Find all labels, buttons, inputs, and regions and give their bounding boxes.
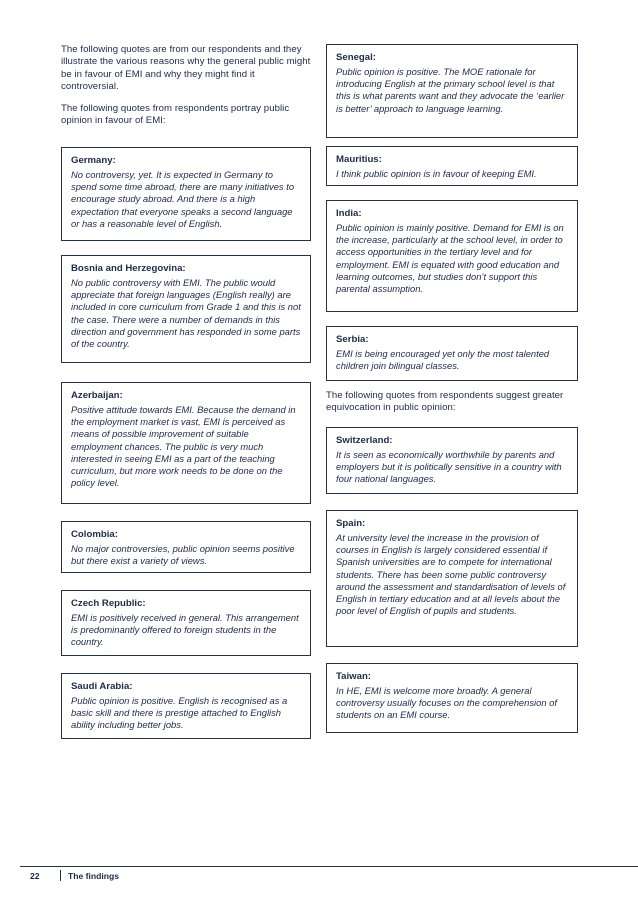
country-name: Czech Republic: — [71, 598, 146, 609]
quote-box-saudi-arabia — [61, 673, 311, 739]
country-name: Azerbaijan: — [71, 390, 123, 401]
quote-box-germany — [61, 147, 311, 241]
country-quote: I think public opinion is in favour of keeping EMI. — [336, 168, 537, 180]
country-quote: Public opinion is positive. English is recognised as a basic skill and there is prestige attached to English ability including better jobs. — [71, 695, 288, 731]
country-name: Taiwan: — [336, 671, 372, 682]
country-name: Bosnia and Herzegovina: — [71, 263, 186, 274]
intro-paragraph: The following quotes are from our respondents and they illustrate the various reasons why the general public might be in favour of EMI and why they might find it controversial. — [61, 44, 311, 92]
intro-paragraph-favour: The following quotes from respondents portray public opinion in favour of EMI: — [61, 103, 290, 127]
country-quote: Positive attitude towards EMI. Because the demand in the employment market is vast, EMI is perceived as means of possible improvement of suitable employment chances. The public is very much interested in seeing EMI as a part of the teaching curriculum, but more work needs to be done on the policy level. — [71, 404, 296, 488]
country-name: Switzerland: — [336, 435, 393, 446]
country-quote: No public controversy with EMI. The public would appreciate that foreign languages (English really) are included in core curriculum from Grade 1 and this is not the case. There were a number of demands in this direction and government has responded in some parts of the country. — [71, 277, 301, 349]
country-name: Germany: — [71, 155, 116, 166]
quote-box-switzerland — [326, 427, 578, 494]
country-name: Mauritius: — [336, 154, 382, 165]
quote-box-senegal — [326, 44, 578, 138]
footer-separator — [60, 870, 61, 881]
quote-box-colombia — [61, 521, 311, 573]
country-quote: No major controversies, public opinion seems positive but there exist a variety of views. — [71, 543, 295, 567]
quote-box-serbia — [326, 326, 578, 381]
country-name: Colombia: — [71, 529, 118, 540]
country-quote: No controversy, yet. It is expected in Germany to spend some time abroad, there are many initiatives to encourage study abroad. And there is a high expectation that everyone speaks a second language or has a reasonable level of English. — [71, 169, 295, 229]
intro-paragraph-equivocation: The following quotes from respondents suggest greater equivocation in public opinion: — [326, 390, 564, 414]
right-column-intro — [326, 390, 578, 425]
section-title: The findings — [68, 871, 120, 881]
quote-box-czech-republic — [61, 590, 311, 656]
footer-rule — [20, 866, 638, 867]
country-name: India: — [336, 208, 362, 219]
quote-box-india — [326, 200, 578, 312]
country-name: Senegal: — [336, 52, 376, 63]
country-quote: Public opinion is positive. The MOE rationale for introducing English at the primary school level is that this is what parents want and they advocate the ‘earlier is better’ approach to language learning. — [336, 66, 565, 114]
quote-box-taiwan — [326, 663, 578, 733]
country-quote: At university level the increase in the provision of courses in English is largely considered essential if Spanish universities are to compete for international students. There has been some public controversy around the assessment and standardisation of levels of English in tertiary education and at all levels about the poor level of English of pupils and students. — [336, 532, 566, 616]
quote-box-azerbaijan — [61, 382, 311, 504]
quote-box-spain — [326, 510, 578, 647]
country-quote: It is seen as economically worthwhile by parents and employers but it is politically sensitive in a country with four national languages. — [336, 449, 562, 485]
country-quote: Public opinion is mainly positive. Demand for EMI is on the increase, particularly at the school level, in order to access opportunities in the tertiary level and for employment. EMI is equated with good education and learning outcomes, but studies don’t support this parental assumption. — [336, 222, 564, 294]
country-quote: In HE, EMI is welcome more broadly. A general controversy usually focuses on the comprehension of students on an EMI course. — [336, 685, 557, 721]
quote-box-bosnia — [61, 255, 311, 363]
country-name: Spain: — [336, 518, 366, 529]
country-quote: EMI is positively received in general. This arrangement is predominantly offered to foreign students in the country. — [71, 612, 299, 648]
country-name: Saudi Arabia: — [71, 681, 133, 692]
left-column-intro — [61, 44, 311, 138]
page-number: 22 — [30, 871, 40, 881]
quote-box-mauritius — [326, 146, 578, 186]
country-quote: EMI is being encouraged yet only the most talented children join bilingual classes. — [336, 348, 550, 372]
country-name: Serbia: — [336, 334, 369, 345]
